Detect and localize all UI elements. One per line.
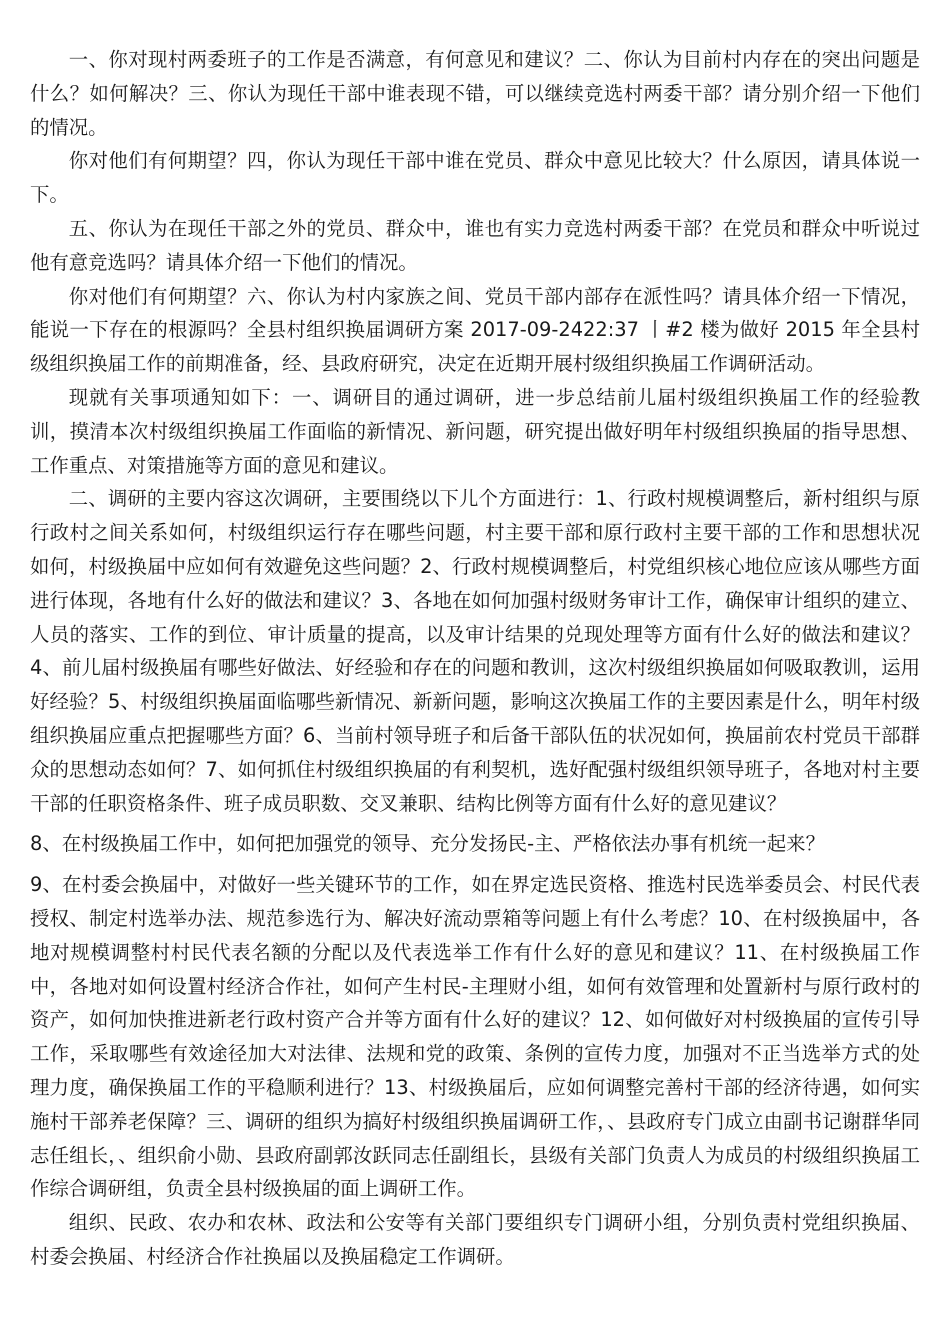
paragraph-1: 一、你对现村两委班子的工作是否满意，有何意见和建议？二、你认为目前村内存在的突出问题是什么？如何解决？三、你认为现任干部中谁表现不错，可以继续竞选村两委干部？请分别介绍一下他们的情况。: [30, 48, 920, 139]
paragraph-8: 9、在村委会换届中，对做好一些关键环节的工作，如在界定选民资格、推选村民选举委员会、村民代表授权、制定村选举办法、规范参选行为、解决好流动票箱等问题上有什么考虑？10、在村级换届中，各地对规模调整村村民代表名额的分配以及代表选举工作有什么好的意见和建议？11、在村级换届工作中，各地对如何设置村经济合作社，如何产生村民-主理财小组，如何有效管理和处置新村与原行政村的资产，如何加快推进新老行政村资产合并等方面有什么好的建议？12、如何做好对村级换届的宣传引导工作，采取哪些有效途径加大对法律、法规和党的政策、条例的宣传力度，加强对不正当选举方式的处理力度，确保换届工作的平稳顺利进行？13、村级换届后，应如何调整完善村干部的经济待遇，如何实施村干部养老保障？三、调研的组织为搞好村级组织换届调研工作，、县政府专门成立由副书记谢群华同志任组长，、组织俞小勋、县政府副郭汝跃同志任副组长，县级有关部门负责人为成员的村级组织换届工作综合调研组，负责全县村级换届的面上调研工作。: [30, 873, 920, 1201]
paragraph-7: 8、在村级换届工作中，如何把加强党的领导、充分发扬民-主、严格依法办事有机统一起来？: [30, 832, 825, 856]
paragraph-2: 你对他们有何期望？四，你认为现任干部中谁在党员、群众中意见比较大？什么原因，请具体说一下。: [30, 149, 920, 207]
paragraph-6: 二、调研的主要内容这次调研，主要围绕以下儿个方面进行：1、行政村规模调整后，新村组织与原行政村之间关系如何，村级组织运行存在哪些问题，村主要干部和原行政村主要干部的工作和思想状况如何，村级换届中应如何有效避免这些问题？2、行政村规模调整后，村党组织核心地位应该从哪些方面进行体现，各地有什么好的做法和建议？3、各地在如何加强村级财务审计工作，确保审计组织的建立、人员的落实、工作的到位、审计质量的提高，以及审计结果的兑现处理等方面有什么好的做法和建议？4、前儿届村级换届有哪些好做法、好经验和存在的问题和教训，这次村级组织换届如何吸取教训，运用好经验？5、村级组织换届面临哪些新情况、新新问题，影响这次换届工作的主要因素是什么，明年村级组织换届应重点把握哪些方面？6、当前村领导班子和后备干部队伍的状况如何，换届前农村党员干部群众的思想动态如何？7、如何抓住村级组织换届的有利契机，选好配强村级组织领导班子，各地对村主要干部的任职资格条件、班子成员职数、交叉兼职、结构比例等方面有什么好的意见建议？: [30, 487, 920, 815]
paragraph-9: 组织、民政、农办和农林、政法和公安等有关部门要组织专门调研小组，分别负责村党组织换届、村委会换届、村经济合作社换届以及换届稳定工作调研。: [30, 1211, 920, 1268]
paragraph-5: 现就有关事项通知如下：一、调研目的通过调研，进一步总结前儿届村级组织换届工作的经验教训，摸清本次村级组织换届工作面临的新情况、新问题，研究提出做好明年村级组织换届的指导思想、工作重点、对策措施等方面的意见和建议。: [30, 385, 920, 477]
paragraph-3: 五、你认为在现任干部之外的党员、群众中，谁也有实力竞选村两委干部？在党员和群众中听说过他有意竞选吗？请具体介绍一下他们的情况。: [30, 216, 920, 274]
paragraph-4: 你对他们有何期望？六、你认为村内家族之间、党员干部内部存在派性吗？请具体介绍一下情况，能说一下存在的根源吗？全县村组织换届调研方案 2017-09-2422:37 丨#2 楼为做好 2015 年全县村级组织换届工作的前期准备，经、县政府研究，决定在近期开展村级组织换届工作调研活动。: [30, 284, 920, 376]
